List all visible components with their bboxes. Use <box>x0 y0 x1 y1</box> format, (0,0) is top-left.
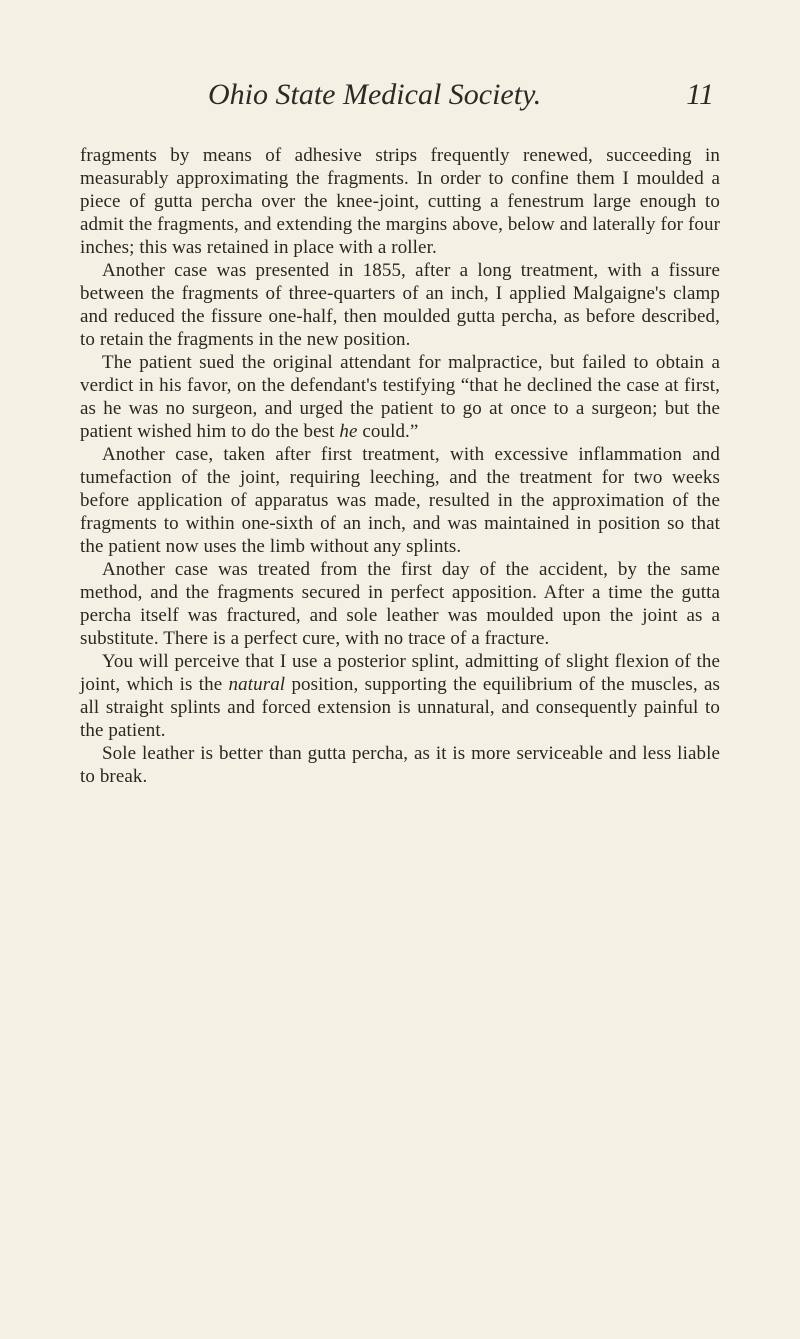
paragraph-malpractice <box>80 351 720 443</box>
paragraph-text: The patient sued the original attendant for malpractice, but failed to obtain a verdict in his favor, on the defendant's testifying “that he declined the case at first, as he was no surgeon, and urged the patient to go at once to a surgeon; but the patient wished him to do the best <box>80 352 720 442</box>
italic-word: he <box>339 421 358 442</box>
paragraph-inflammation-case: Another case, taken after first treatment, with excessive inflammation and tumefaction of the joint, requiring leeching, and the treatment for two weeks before application of apparatus was made, resulted in the approximation of the fragments to within one-sixth of an inch, and was maintained in position so that the patient now uses the limb without any splints. <box>80 444 720 557</box>
paragraph-sole-leather: Sole leather is better than gutta percha, as it is more serviceable and less liable to break. <box>80 743 720 787</box>
body-text <box>80 144 720 788</box>
paragraph-text: could.” <box>357 421 419 442</box>
running-title: Ohio State Medical Society. <box>208 78 542 111</box>
document-page <box>80 78 720 788</box>
paragraph-text: position, supporting the equilibrium of the muscles, as all straight splints and forced extension is unnatural, and consequently painful to the patient. <box>80 674 720 741</box>
paragraph-text: You will perceive that I use a posterior splint, admitting of slight flexion of the joint, which is the <box>80 651 720 695</box>
paragraph-posterior-splint <box>80 650 720 742</box>
paragraph-case-1855: Another case was presented in 1855, after a long treatment, with a fissure between the fragments of three-quarters of an inch, I applied Malgaigne's clamp and reduced the fissure one-half, then moulded gutta percha, as before described, to retain the fragments in the new position. <box>80 260 720 350</box>
paragraph-first-day-case: Another case was treated from the first day of the accident, by the same method, and the fragments secured in perfect apposition. After a time the gutta percha itself was fractured, and sole leather was moulded upon the joint as a substitute. There is a perfect cure, with no trace of a fracture. <box>80 559 720 649</box>
italic-word: natural <box>228 674 286 695</box>
page-number: 11 <box>686 78 714 111</box>
paragraph-continued: fragments by means of adhesive strips frequently renewed, succeeding in measurably approximating the fragments. In order to confine them I moulded a piece of gutta percha over the knee-joint, cutting a fenestrum large enough to admit the fragments, and extending the margins above, below and laterally for four inches; this was retained in place with a roller. <box>80 145 720 258</box>
running-header <box>80 78 720 126</box>
